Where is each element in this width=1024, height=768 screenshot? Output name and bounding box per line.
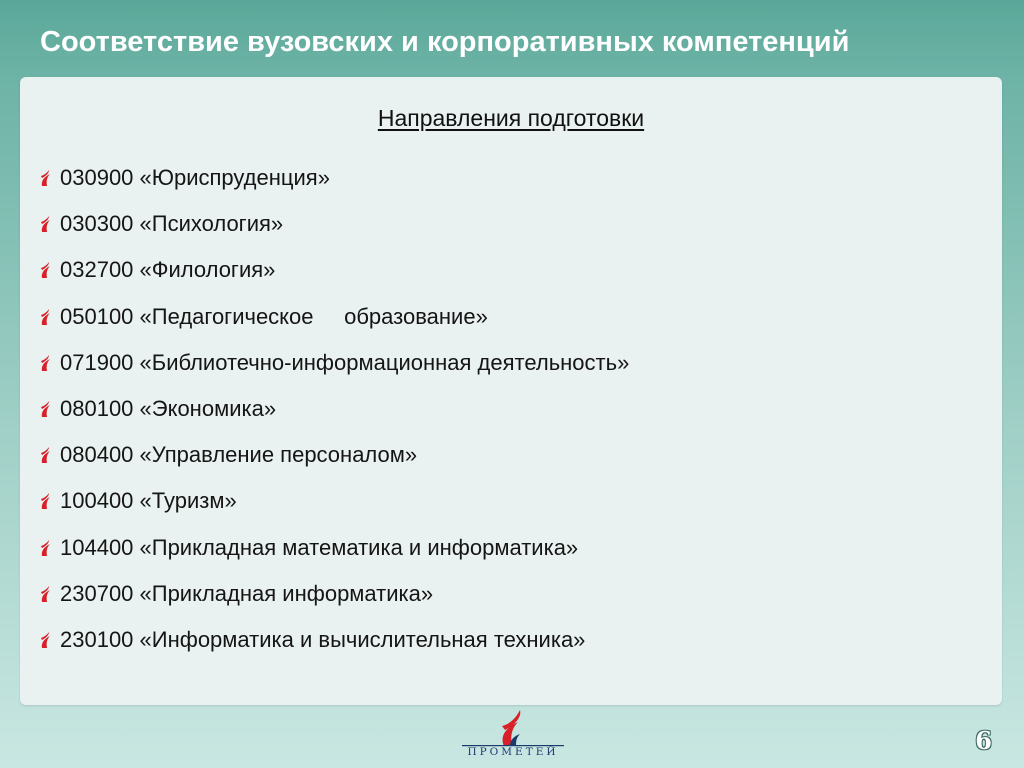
list-item [38, 525, 629, 571]
flame-icon [38, 354, 54, 372]
flame-icon [38, 539, 54, 557]
list-item-text: 100400 «Туризм» [60, 488, 237, 514]
list-item-text: 030300 «Психология» [60, 211, 284, 237]
list-item-text: 032700 «Филология» [60, 257, 276, 283]
flame-icon [38, 631, 54, 649]
list-item [38, 294, 629, 340]
list-item [38, 571, 629, 617]
list-item [38, 340, 629, 386]
list-item [38, 155, 629, 201]
flame-icon [38, 400, 54, 418]
list-item-text: 080400 «Управление персоналом» [60, 442, 418, 468]
flame-icon [38, 169, 54, 187]
flame-icon [38, 215, 54, 233]
slide-title: Соответствие вузовских и корпоративных компетенций [40, 26, 850, 58]
flame-icon [38, 261, 54, 279]
list-item [38, 201, 629, 247]
list-item [38, 432, 629, 478]
list-item-text: 080100 «Экономика» [60, 396, 277, 422]
list-item-text: 230100 «Информатика и вычислительная техника» [60, 626, 586, 652]
flame-logo-icon [458, 708, 568, 748]
section-subtitle: Направления подготовки [377, 105, 645, 131]
logo-text: ПРОМЕТЕЙ [467, 746, 559, 758]
list-item-text: 071900 «Библиотечно-информационная деятельность» [60, 349, 630, 375]
content-panel [20, 77, 1002, 705]
page-number: 6 [975, 726, 992, 755]
list-item [38, 617, 629, 663]
flame-icon [38, 446, 54, 464]
list-item [38, 478, 629, 524]
flame-icon [38, 308, 54, 326]
list-item-text: 230700 «Прикладная информатика» [60, 580, 434, 606]
flame-icon [38, 492, 54, 510]
list-item [38, 386, 629, 432]
list-item-text: 030900 «Юриспруденция» [60, 165, 330, 191]
flame-icon [38, 585, 54, 603]
list-item [38, 247, 629, 293]
directions-list [38, 155, 629, 663]
list-item-text: 104400 «Прикладная математика и информатика» [60, 534, 579, 560]
list-item-text: 050100 «Педагогическое образование» [60, 303, 488, 329]
prometey-logo [458, 708, 568, 766]
